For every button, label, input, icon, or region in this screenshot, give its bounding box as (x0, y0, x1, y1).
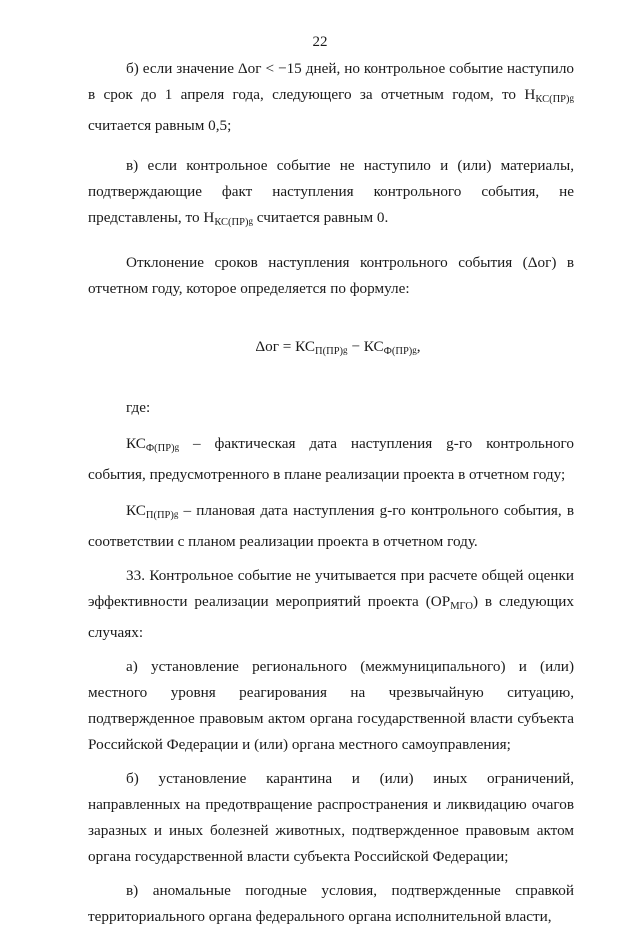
list-item-b: б) установление карантина и (или) иных ограничений, направленных на предотвращение распространения и ликвидацию очагов заразных и иных болезней животных, подтвержденное правовым актом органа государственной власти субъекта Российской Федерации; (88, 770, 574, 865)
subscript: g (174, 442, 180, 452)
formula-text: , (416, 338, 421, 355)
text: в) если контрольное событие не наступило и (или) материалы, подтверждающие факт наступления контрольного события, не представлены, то Н (88, 157, 574, 226)
text: КС (126, 435, 146, 452)
definition-plan (88, 498, 574, 555)
text: – фактическая дата наступления g-го контрольного события, предусмотренного в плане реализации проекта в отчетном году; (88, 435, 574, 483)
text: считается равным 0,5; (88, 117, 232, 134)
text: считается равным 0. (252, 209, 389, 226)
text: КС (126, 502, 146, 519)
paragraph-deviation: Отклонение сроков наступления контрольного события (Δог) в отчетном году, которое определяется по формуле: (88, 254, 574, 297)
document-body (88, 50, 574, 930)
subscript: g (248, 216, 253, 226)
text: ) в следующих случаях: (88, 593, 574, 641)
subscript: П(ПР) (315, 346, 344, 357)
subscript: П(ПР) (145, 510, 174, 521)
list-item-v: в) аномальные погодные условия, подтвержденные справкой территориального органа федерального органа исполнительной власти, (88, 882, 574, 925)
subscript: КС(ПР) (535, 94, 570, 105)
subscript: Ф(ПР) (383, 346, 413, 357)
subscript: g (412, 345, 417, 355)
subscript: g (569, 93, 574, 103)
paragraph-condition-v (88, 153, 574, 236)
subscript: КС(ПР) (214, 217, 249, 228)
subscript: g (173, 509, 179, 519)
text: б) если значение Δог < −15 дней, но контрольное событие наступило в срок до 1 апреля года, следующего за отчетным годом, то Н (88, 60, 574, 103)
definition-fact (88, 431, 574, 488)
page-number: 22 (312, 34, 328, 50)
text: – плановая дата наступления g-го контрольного события, в соответствии с планом реализации проекта в отчетном году. (88, 502, 574, 550)
formula (88, 334, 574, 365)
subscript: МГО (450, 601, 473, 612)
paragraph-condition-b (88, 56, 574, 139)
text: 33. Контрольное событие не учитывается при расчете общей оценки эффективности реализации мероприятий проекта (ОР (88, 567, 574, 610)
list-item-a: а) установление регионального (межмуниципального) и (или) местного уровня реагирования на чрезвычайную ситуацию, подтвержденное правовым актом органа государственной власти субъекта Российской Федерации и (или) органа местного самоуправления; (88, 658, 574, 753)
formula-text: − КС (347, 338, 384, 355)
paragraph-33 (88, 563, 574, 646)
subscript: g (343, 345, 348, 355)
formula-text: Δог = КС (255, 338, 316, 355)
where-label: где: (126, 399, 151, 416)
subscript: Ф(ПР) (145, 443, 175, 454)
